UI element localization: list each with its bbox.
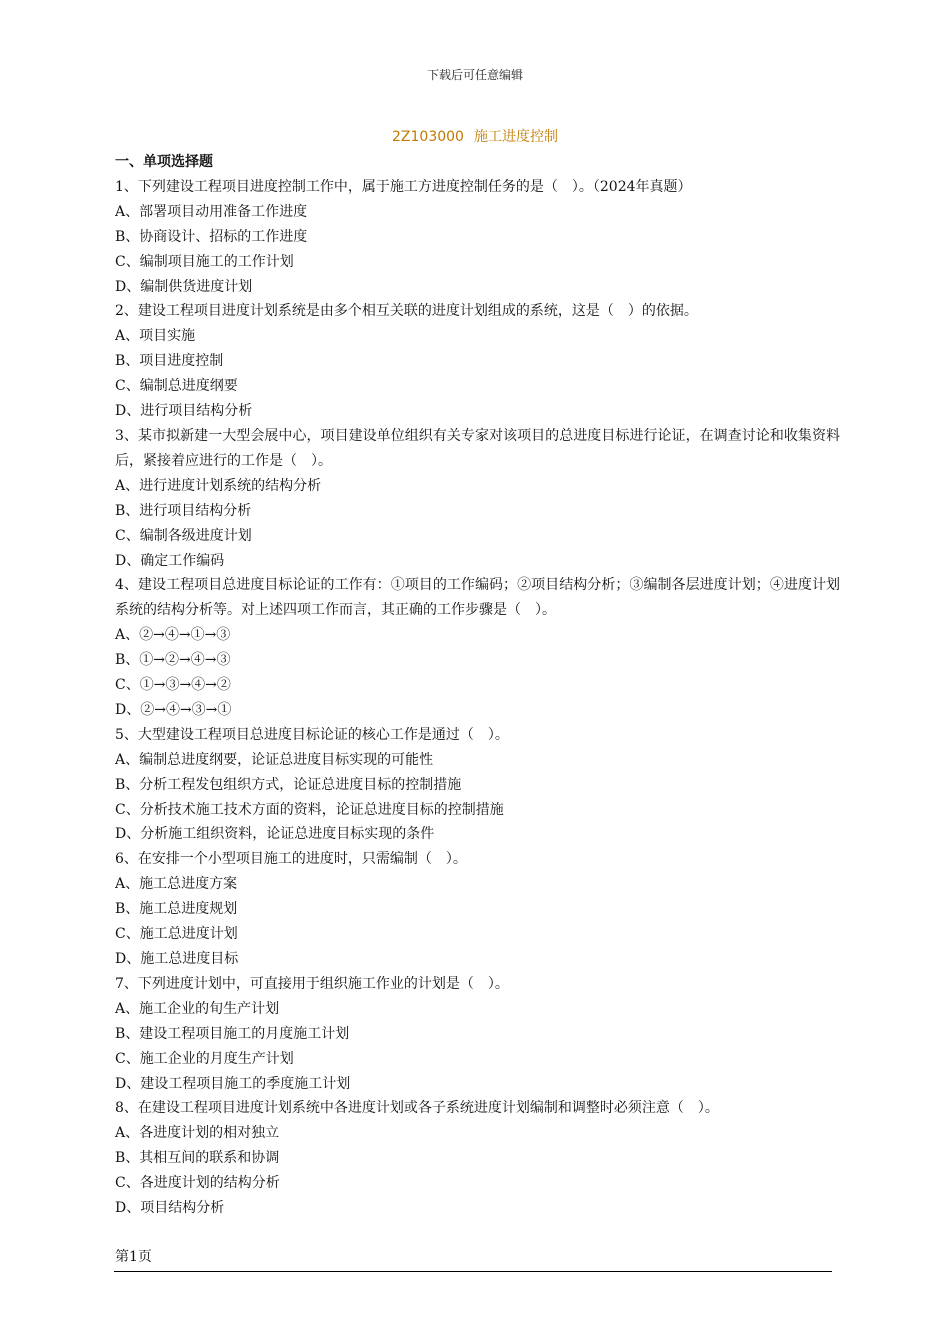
answer-option: B、建设工程项目施工的月度施工计划 bbox=[115, 1025, 350, 1042]
footer-divider bbox=[114, 1271, 832, 1272]
question-stem: 2、建设工程项目进度计划系统是由多个相互关联的进度计划组成的系统，这是（ ）的依据。 bbox=[115, 303, 698, 320]
answer-option: D、确定工作编码 bbox=[115, 552, 225, 569]
question-item bbox=[115, 424, 840, 573]
question-item bbox=[115, 723, 840, 848]
answer-option: D、进行项目结构分析 bbox=[115, 403, 253, 420]
question-stem: 1、下列建设工程项目进度控制工作中，属于施工方进度控制任务的是（ ）。（2024年真题） bbox=[115, 178, 692, 195]
title-text: 施工进度控制 bbox=[473, 129, 558, 145]
question-stem: 7、下列进度计划中，可直接用于组织施工作业的计划是（ ）。 bbox=[115, 975, 509, 992]
question-item bbox=[115, 573, 840, 722]
question-item bbox=[115, 972, 840, 1097]
answer-option: B、其相互间的联系和协调 bbox=[115, 1150, 280, 1167]
answer-option: B、协商设计、招标的工作进度 bbox=[115, 228, 308, 245]
question-stem: 8、在建设工程项目进度计划系统中各进度计划或各子系统进度计划编制和调整时必须注意（ ）。 bbox=[115, 1100, 719, 1117]
question-stem: 4、建设工程项目总进度目标论证的工作有：①项目的工作编码；②项目结构分析；③编制各层进度计划；④进度计划系统的结构分析等。对上述四项工作而言，其正确的工作步骤是（ ）。 bbox=[115, 577, 840, 619]
answer-option: D、②→④→③→① bbox=[115, 701, 232, 718]
answer-option: D、分析施工组织资料，论证总进度目标实现的条件 bbox=[115, 826, 435, 843]
answer-option: A、进行进度计划系统的结构分析 bbox=[115, 477, 322, 494]
answer-option: C、编制各级进度计划 bbox=[115, 527, 252, 544]
answer-option: B、施工总进度规划 bbox=[115, 901, 238, 918]
answer-option: C、施工总进度计划 bbox=[115, 926, 238, 943]
answer-option: D、项目结构分析 bbox=[115, 1200, 225, 1217]
answer-option: A、各进度计划的相对独立 bbox=[115, 1125, 280, 1142]
document-title bbox=[0, 126, 950, 146]
question-item bbox=[115, 299, 840, 424]
answer-option: C、编制总进度纲要 bbox=[115, 378, 238, 395]
answer-option: A、施工总进度方案 bbox=[115, 876, 238, 893]
answer-option: A、②→④→①→③ bbox=[115, 627, 231, 644]
answer-option: B、进行项目结构分析 bbox=[115, 502, 252, 519]
answer-option: C、施工企业的月度生产计划 bbox=[115, 1050, 294, 1067]
answer-option: C、编制项目施工的工作计划 bbox=[115, 253, 294, 270]
answer-option: B、分析工程发包组织方式，论证总进度目标的控制措施 bbox=[115, 776, 462, 793]
answer-option: C、各进度计划的结构分析 bbox=[115, 1175, 280, 1192]
answer-option: C、①→③→④→② bbox=[115, 677, 231, 694]
question-item bbox=[115, 1096, 840, 1221]
title-code: 2Z103000 bbox=[392, 129, 464, 145]
answer-option: A、施工企业的旬生产计划 bbox=[115, 1000, 280, 1017]
answer-option: A、部署项目动用准备工作进度 bbox=[115, 203, 308, 220]
page-number: 第1页 bbox=[115, 1249, 152, 1265]
answer-option: A、编制总进度纲要，论证总进度目标实现的可能性 bbox=[115, 751, 434, 768]
question-stem: 5、大型建设工程项目总进度目标论证的核心工作是通过（ ）。 bbox=[115, 726, 509, 743]
header-note: 下载后可任意编辑 bbox=[426, 68, 523, 82]
answer-option: D、编制供货进度计划 bbox=[115, 278, 253, 295]
section-heading: 一、单项选择题 bbox=[115, 154, 213, 170]
question-item bbox=[115, 175, 840, 300]
answer-option: B、①→②→④→③ bbox=[115, 652, 231, 669]
question-list bbox=[115, 150, 840, 1221]
question-stem: 3、某市拟新建一大型会展中心，项目建设单位组织有关专家对该项目的总进度目标进行论证，在调查讨论和收集资料后，紧接着应进行的工作是（ ）。 bbox=[115, 427, 840, 469]
answer-option: C、分析技术施工技术方面的资料，论证总进度目标的控制措施 bbox=[115, 801, 504, 818]
question-item bbox=[115, 847, 840, 972]
question-stem: 6、在安排一个小型项目施工的进度时，只需编制（ ）。 bbox=[115, 851, 467, 868]
answer-option: B、项目进度控制 bbox=[115, 353, 224, 370]
answer-option: A、项目实施 bbox=[115, 328, 196, 345]
answer-option: D、建设工程项目施工的季度施工计划 bbox=[115, 1075, 351, 1092]
answer-option: D、施工总进度目标 bbox=[115, 951, 239, 967]
